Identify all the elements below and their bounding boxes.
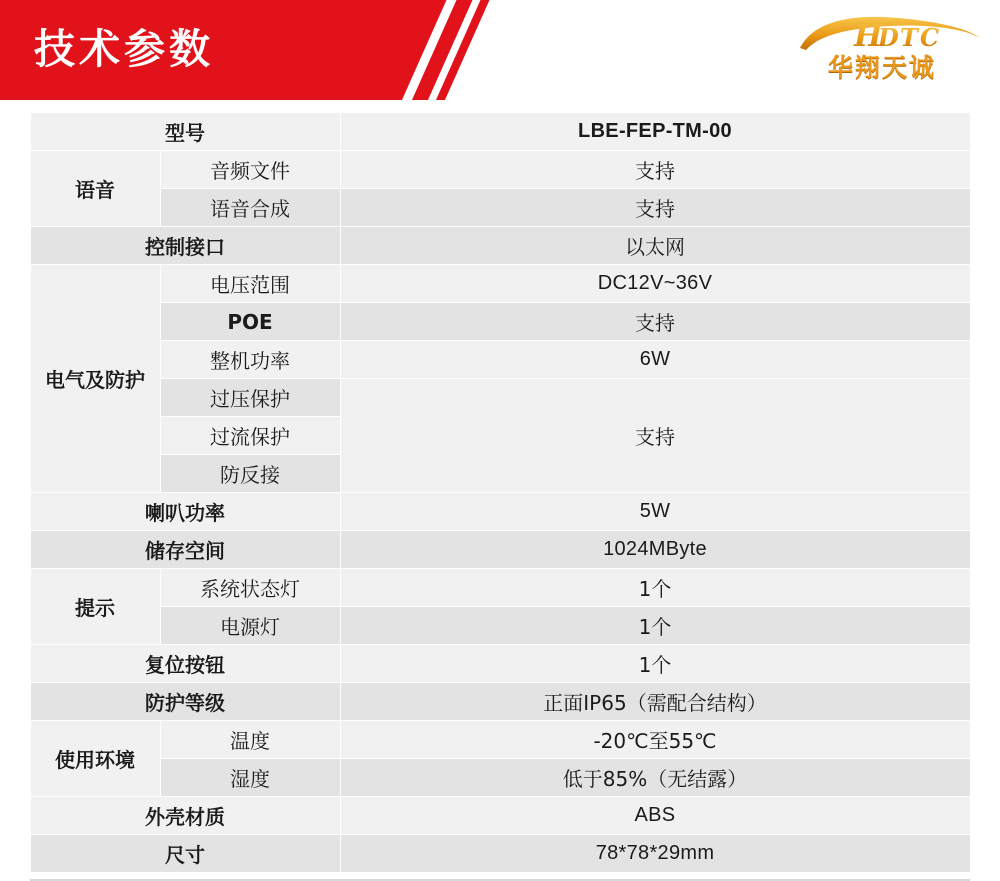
row-value: 1个 — [340, 569, 970, 607]
row-sub-label: 系统状态灯 — [160, 569, 340, 607]
spec-table-wrapper — [0, 100, 1000, 881]
row-sub-label: 语音合成 — [160, 189, 340, 227]
table-row — [30, 759, 970, 797]
table-row — [30, 531, 970, 569]
logo-company-name: 华翔天诚 — [828, 53, 937, 82]
row-value: 支持 — [340, 189, 970, 227]
row-value: ABS — [340, 797, 970, 835]
row-label: 控制接口 — [30, 227, 340, 265]
svg-text:D: D — [878, 23, 899, 52]
table-row — [30, 113, 970, 151]
row-sub-label: 过压保护 — [160, 379, 340, 417]
row-group-label: 提示 — [30, 569, 160, 645]
row-value: 1024MByte — [340, 531, 970, 569]
row-value: 5W — [340, 493, 970, 531]
row-sub-label: 音频文件 — [160, 151, 340, 189]
row-value: 78*78*29mm — [340, 835, 970, 873]
table-row — [30, 645, 970, 683]
row-label: 喇叭功率 — [30, 493, 340, 531]
table-row — [30, 151, 970, 189]
row-value: 正面IP65（需配合结构） — [340, 683, 970, 721]
row-value: -20℃至55℃ — [340, 721, 970, 759]
row-label: 防护等级 — [30, 683, 340, 721]
row-sub-label: POE — [160, 303, 340, 341]
table-row — [30, 721, 970, 759]
row-label: 储存空间 — [30, 531, 340, 569]
table-row — [30, 493, 970, 531]
row-label: 复位按钮 — [30, 645, 340, 683]
table-row — [30, 189, 970, 227]
row-sub-label: 温度 — [160, 721, 340, 759]
row-value: 支持 — [340, 379, 970, 493]
row-value: 1个 — [340, 645, 970, 683]
page-title: 技术参数 — [34, 25, 214, 73]
table-row — [30, 683, 970, 721]
page-header — [0, 0, 1000, 100]
company-logo — [782, 14, 982, 88]
row-value: DC12V~36V — [340, 265, 970, 303]
table-row — [30, 227, 970, 265]
table-row — [30, 265, 970, 303]
row-sub-label: 整机功率 — [160, 341, 340, 379]
table-row — [30, 379, 970, 417]
row-value: 支持 — [340, 151, 970, 189]
table-row — [30, 607, 970, 645]
table-row — [30, 569, 970, 607]
row-value: 以太网 — [340, 227, 970, 265]
row-label: 尺寸 — [30, 835, 340, 873]
row-value: 6W — [340, 341, 970, 379]
row-sub-label: 电压范围 — [160, 265, 340, 303]
row-value: LBE-FEP-TM-00 — [340, 113, 970, 151]
row-value: 1个 — [340, 607, 970, 645]
spec-table — [30, 112, 971, 873]
row-group-label: 电气及防护 — [30, 265, 160, 493]
svg-text:T: T — [900, 23, 918, 52]
row-sub-label: 湿度 — [160, 759, 340, 797]
table-row — [30, 797, 970, 835]
row-sub-label: 过流保护 — [160, 417, 340, 455]
row-label: 外壳材质 — [30, 797, 340, 835]
row-value: 低于85%（无结露） — [340, 759, 970, 797]
table-row — [30, 341, 970, 379]
table-row — [30, 835, 970, 873]
row-sub-label: 防反接 — [160, 455, 340, 493]
row-sub-label: 电源灯 — [160, 607, 340, 645]
row-group-label: 使用环境 — [30, 721, 160, 797]
row-group-label: 语音 — [30, 151, 160, 227]
table-row — [30, 303, 970, 341]
svg-text:C: C — [920, 23, 940, 52]
row-label: 型号 — [30, 113, 340, 151]
row-value: 支持 — [340, 303, 970, 341]
svg-text:H: H — [854, 19, 883, 54]
